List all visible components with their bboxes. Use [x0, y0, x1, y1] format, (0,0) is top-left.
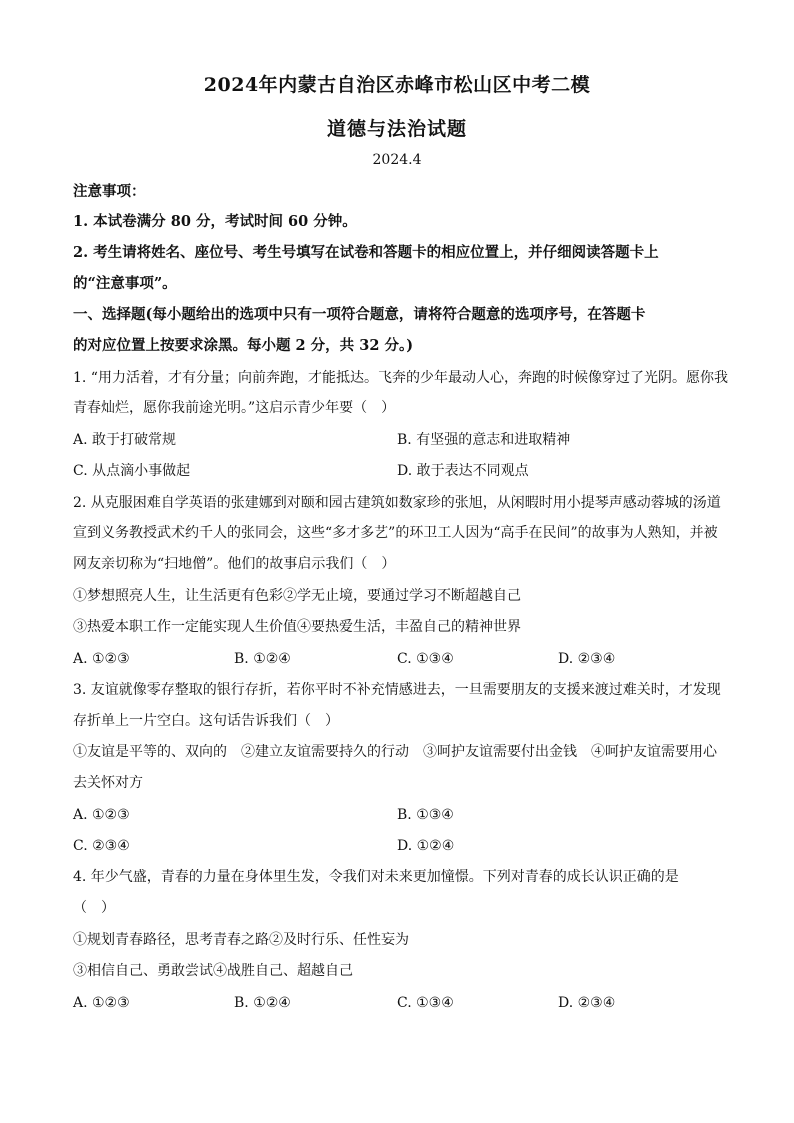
- q1-option-a: A. 敢于打破常规: [73, 432, 177, 448]
- q1-option-d: D. 敢于表达不同观点: [397, 463, 529, 479]
- q2-item-line-2: ③热爱本职工作一定能实现人生价值④要热爱生活，丰盈自己的精神世界: [73, 619, 521, 635]
- q3-stem-line-1: 3. 友谊就像零存整取的银行存折，若你平时不补充情感进去，一旦需要朋友的支援来渡过难关时，才发现: [73, 682, 721, 698]
- exam-title: 2024年内蒙古自治区赤峰市松山区中考二模: [203, 74, 591, 96]
- q1-stem-line-2: 青春灿烂，愿你我前途光明。”这启示青少年要（ ）: [73, 400, 396, 416]
- q2-item-line-1: ①梦想照亮人生，让生活更有色彩②学无止境，要通过学习不断超越自己: [73, 588, 521, 604]
- q2-stem-line-3: 网友亲切称为“扫地僧”。他们的故事启示我们（ ）: [73, 556, 396, 572]
- q4-option-b: B. ①②④: [234, 995, 291, 1011]
- notice-item-2-line-1: 2. 考生请将姓名、座位号、考生号填写在试卷和答题卡的相应位置上，并仔细阅读答题卡上: [73, 244, 659, 261]
- q3-item-line-1: ①友谊是平等的、双向的 ②建立友谊需要持久的行动 ③呵护友谊需要付出金钱 ④呵护友谊需要用心: [73, 744, 717, 760]
- notice-item-2-line-2: 的“注意事项”。: [73, 275, 177, 292]
- q2-option-b: B. ①②④: [234, 651, 291, 667]
- q2-option-a: A. ①②③: [73, 651, 130, 667]
- q3-item-line-2: 去关怀对方: [73, 775, 143, 791]
- q2-option-d: D. ②③④: [558, 651, 616, 667]
- notice-item-1: 1. 本试卷满分 80 分，考试时间 60 分钟。: [73, 213, 357, 230]
- exam-subject: 道德与法治试题: [326, 118, 467, 140]
- q4-item-line-2: ③相信自己、勇敢尝试④战胜自己、超越自己: [73, 963, 353, 979]
- q1-stem-line-1: 1. “用力活着，才有分量；向前奔跑，才能抵达。飞奔的少年最动人心，奔跑的时候像穿过了光阴。愿你我: [73, 370, 728, 386]
- q2-stem-line-1: 2. 从克服困难自学英语的张建娜到对颐和园古建筑如数家珍的张旭，从闲暇时用小提琴声感动蓉城的汤道: [73, 495, 721, 511]
- q2-option-c: C. ①③④: [397, 651, 454, 667]
- section-1-heading-line-2: 的对应位置上按要求涂黑。每小题 2 分，共 32 分。): [73, 337, 414, 354]
- q4-option-c: C. ①③④: [397, 995, 454, 1011]
- exam-date: 2024.4: [372, 152, 422, 168]
- q2-stem-line-2: 宣到义务教授武术约千人的张同会，这些“多才多艺”的环卫工人因为“高手在民间”的故事为人熟知，并被: [73, 525, 718, 541]
- q3-option-b: B. ①③④: [397, 807, 454, 823]
- q4-item-line-1: ①规划青春路径，思考青春之路②及时行乐、任性妄为: [73, 932, 409, 948]
- q4-stem-line-2: （ ）: [73, 900, 115, 916]
- q4-option-a: A. ①②③: [73, 995, 130, 1011]
- q1-option-b: B. 有坚强的意志和进取精神: [397, 432, 571, 448]
- q3-option-d: D. ①②④: [397, 838, 455, 854]
- q4-option-d: D. ②③④: [558, 995, 616, 1011]
- q3-option-a: A. ①②③: [73, 807, 130, 823]
- q1-option-c: C. 从点滴小事做起: [73, 463, 191, 479]
- q3-option-c: C. ②③④: [73, 838, 130, 854]
- section-1-heading-line-1: 一、选择题(每小题给出的选项中只有一项符合题意，请将符合题意的选项序号，在答题卡: [73, 306, 646, 323]
- q4-stem-line-1: 4. 年少气盛，青春的力量在身体里生发，令我们对未来更加憧憬。下列对青春的成长认识正确的是: [73, 869, 679, 885]
- notice-heading: 注意事项：: [73, 183, 146, 200]
- q3-stem-line-2: 存折单上一片空白。这句话告诉我们（ ）: [73, 713, 339, 729]
